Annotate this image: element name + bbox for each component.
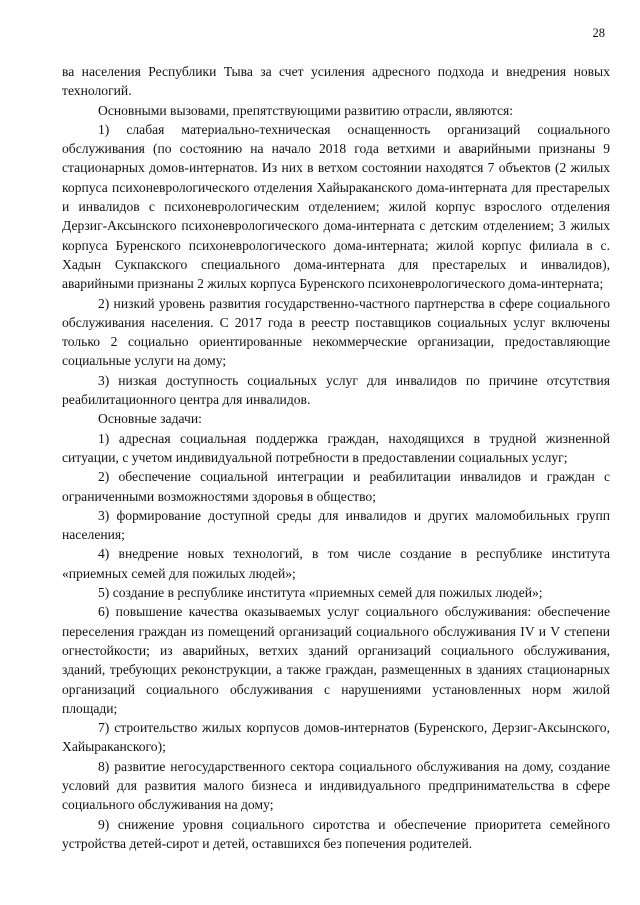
paragraph-task-1: 1) адресная социальная поддержка граждан, находящихся в трудной жизненной ситуации, с учетом индивидуальной потребности в предоставлении социальных услуг; (62, 430, 610, 465)
paragraph-task-9: 9) снижение уровня социального сиротства и обеспечение приоритета семейного устройства детей-сирот и детей, оставшихся без попечения родителей. (62, 816, 610, 851)
paragraph-tasks-intro: Основные задачи: (98, 411, 202, 427)
paragraph-task-3: 3) формирование доступной среды для инвалидов и других маломобильных групп населения; (62, 507, 610, 543)
paragraph-continuation: ва населения Республики Тыва за счет усиления адресного подхода и внедрения новых технологий. (62, 64, 610, 99)
document-body (62, 62, 610, 853)
paragraph-task-2: 2) обеспечение социальной интеграции и реабилитации инвалидов и граждан с ограниченными возможностями здоровья в общество; (62, 469, 610, 504)
paragraph-task-7: 7) строительство жилых корпусов домов-интернатов (Буренского, Дерзиг-Аксынского, Хайыраканского); (62, 720, 610, 755)
paragraph-challenge-1: 1) слабая материально-техническая оснащенность организаций социального обслуживания (по состоянию на начало 2018 года ветхими и аварийными признаны 9 стационарных домов-интернатов. Из них в ветхом состоянии находятся 7 объектов (2 жилых корпуса психоневрологического отделения Хайыраканского дома-интерната для престарелых и инвалидов с психоневрологическим отделением; жилой корпус взрослого отделения Дерзиг-Аксынского психоневрологического дома-интерната с детским отделением; 3 жилых корпуса Буренского психоневрологического дома-интерната; жилой корпус филиала в с. Хадын Сукпакского специального дома-интерната для престарелых и инвалидов), аварийными признаны 2 жилых корпуса Буренского психоневрологического дома-интерната; (62, 121, 610, 292)
paragraph-challenge-2: 2) низкий уровень развития государственно-частного партнерства в сфере социального обслуживания населения. С 2017 года в реестр поставщиков социальных услуг включены только 2 социально ориентированные некоммерческие организации, предоставляющие социальные услуги на дому; (62, 295, 610, 369)
paragraph-challenge-3: 3) низкая доступность социальных услуг для инвалидов по причине отсутствия реабилитационного центра для инвалидов. (62, 372, 610, 408)
paragraph-task-4: 4) внедрение новых технологий, в том числе создание в республике института «приемных семей для пожилых людей»; (62, 546, 610, 581)
paragraph-challenges-intro: Основными вызовами, препятствующими развитию отрасли, являются: (98, 102, 514, 118)
paragraph-task-6: 6) повышение качества оказываемых услуг социального обслуживания: обеспечение переселения граждан из помещений организаций социального обслуживания IV и V степени огнестойкости; из аварийных, ветхих зданий организаций социального обслуживания, зданий, требующих реконструкции, а также граждан, размещенных в зданиях стационарных организаций социального обслуживания с нарушениями установленных норм жилой площади; (62, 604, 610, 716)
paragraph-task-8: 8) развитие негосударственного сектора социального обслуживания на дому, создание условий для развития малого бизнеса и индивидуального предпринимательства в сфере социального обслуживания на дому; (62, 758, 610, 813)
paragraph-task-5: 5) создание в республике института «приемных семей для пожилых людей»; (98, 585, 543, 601)
page-number: 28 (592, 26, 605, 40)
